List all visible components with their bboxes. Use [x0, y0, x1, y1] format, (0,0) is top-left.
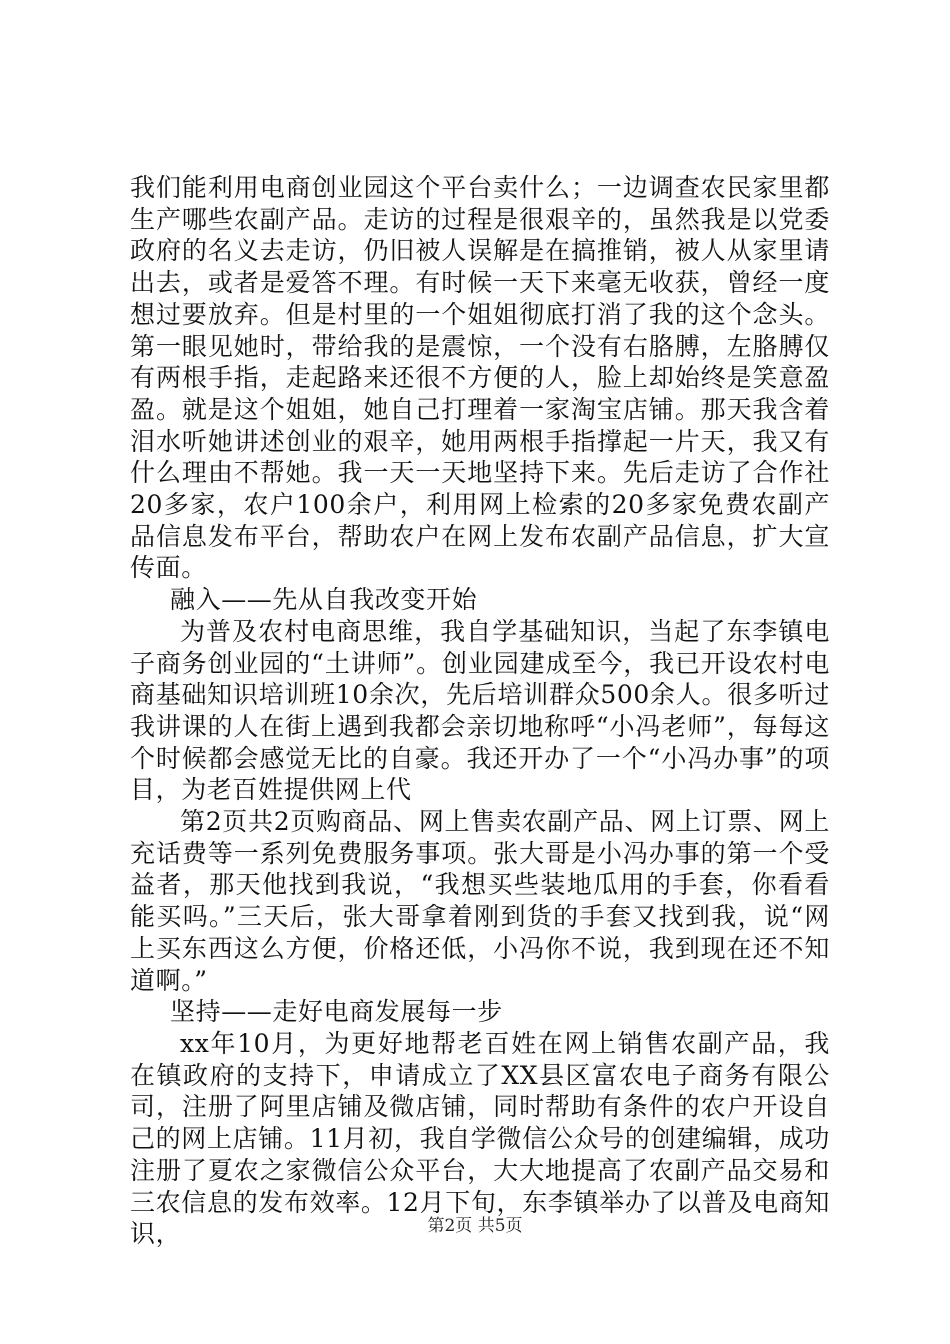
page-footer [0, 1215, 950, 1237]
section-heading-2: 坚持——走好电商发展每一步 [170, 997, 503, 1027]
document-body [130, 172, 830, 1250]
section-heading-1: 融入——先从自我改变开始 [170, 585, 478, 615]
page-number-label: 第2页 共5页 [427, 1216, 523, 1236]
body-paragraph-4: xx年10月，为更好地帮老百姓在网上销售农副产品，我在镇政府的支持下，申请成立了XX县区富农电子商务有限公司，注册了阿里店铺及微店铺，同时帮助有条件的农户开设自己的网上店铺。11月初，我自学微信公众号的创建编辑，成功注册了夏农之家微信公众平台，大大地提高了农副产品交易和三农信息的发布效率。12月下旬，东李镇举办了以普及电商知识， [130, 1028, 830, 1249]
body-paragraph-1: 我们能利用电商创业园这个平台卖什么；一边调查农民家里都生产哪些农副产品。走访的过程是很艰辛的，虽然我是以党委政府的名义去走访，仍旧被人误解是在搞推销，被人从家里请出去，或者是爱答不理。有时候一天下来毫无收获，曾经一度想过要放弃。但是村里的一个姐姐彻底打消了我的这个念头。第一眼见她时，带给我的是震惊，一个没有右胳膊，左胳膊仅有两根手指，走起路来还很不方便的人，脸上却始终是笑意盈盈。就是这个姐姐，她自己打理着一家淘宝店铺。那天我含着泪水听她讲述创业的艰辛，她用两根手指撑起一片天，我又有什么理由不帮她。我一天一天地坚持下来。先后走访了合作社20多家，农户100余户，利用网上检索的20多家免费农副产品信息发布平台，帮助农户在网上发布农副产品信息，扩大宣传面。 [130, 173, 830, 583]
body-paragraph-2: 为普及农村电商思维，我自学基础知识，当起了东李镇电子商务创业园的“土讲师”。创业园建成至今，我已开设农村电商基础知识培训班10余次，先后培训群众500余人。很多听过我讲课的人在街上遇到我都会亲切地称呼“小冯老师”，每每这个时候都会感觉无比的自豪。我还开办了一个“小冯办事”的项目，为老百姓提供网上代 [130, 616, 830, 805]
body-paragraph-3: 第2页共2页购商品、网上售卖农副产品、网上订票、网上充话费等一系列免费服务事项。张大哥是小冯办事的第一个受益者，那天他找到我说，“我想买些装地瓜用的手套，你看看能买吗。”三天后，张大哥拿着刚到货的手套又找到我，说“网上买东西这么方便，价格还低，小冯你不说，我到现在还不知道啊。” [130, 807, 830, 995]
